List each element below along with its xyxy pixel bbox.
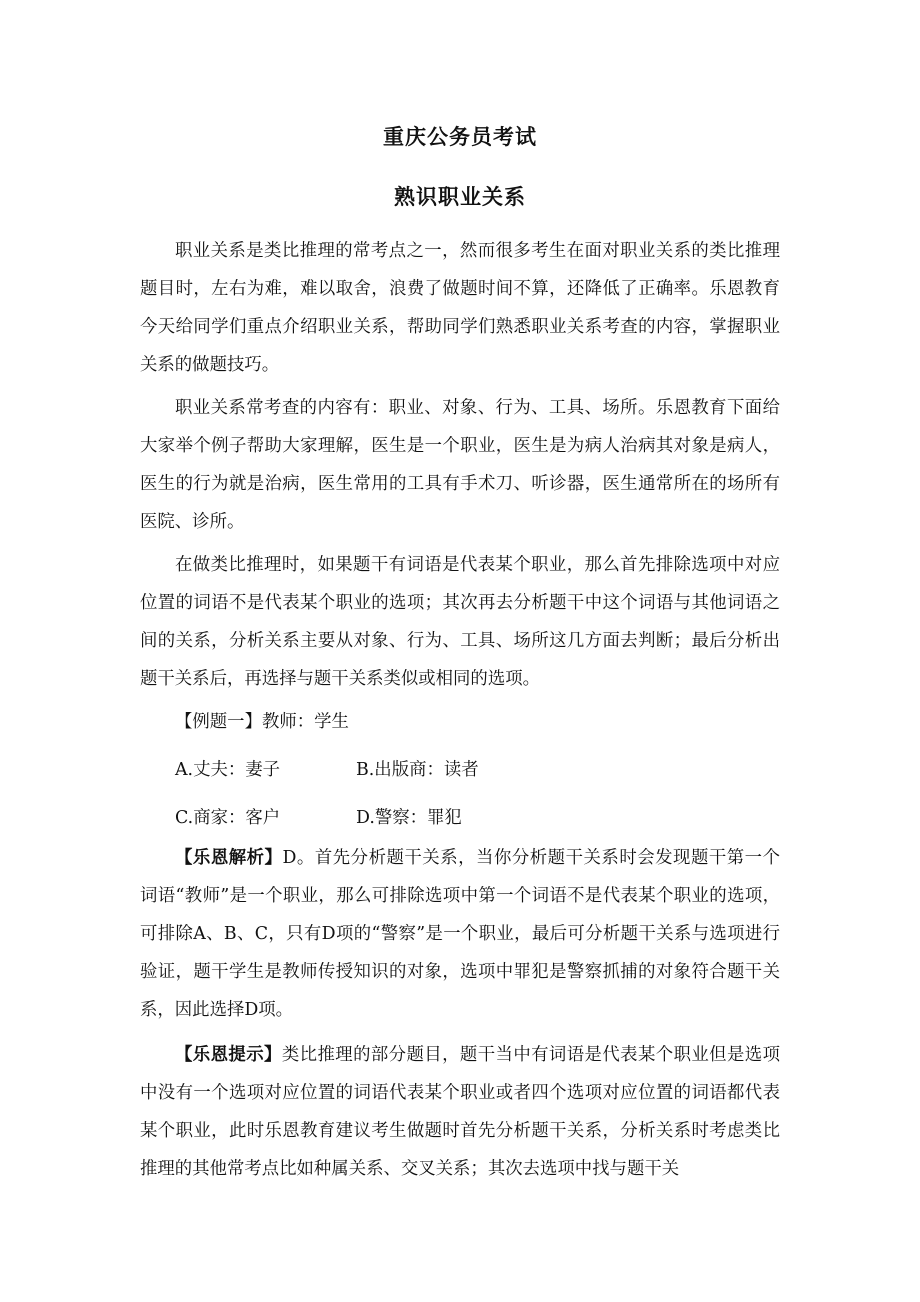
- option-b: B.出版商：读者: [356, 760, 479, 780]
- example-label: 【例题一】: [175, 712, 262, 732]
- paragraph-analysis: [140, 839, 780, 1029]
- paragraph-method: 在做类比推理时，如果题干有词语是代表某个职业，那么首先排除选项中对应位置的词语不是代表某个职业的选项；其次再去分析题干中这个词语与其他词语之间的关系，分析关系主要从对象、行为、工具、场所这几方面去判断；最后分析出题干关系后，再选择与题干关系类似或相同的选项。: [140, 555, 780, 689]
- document-subtitle: 熟识职业关系: [394, 185, 526, 209]
- tip-text: 类比推理的部分题目，题干当中有词语是代表某个职业但是选项中没有一个选项对应位置的词语代表某个职业或者四个选项对应位置的词语都代表某个职业，此时乐恩教育建议考生做题时首先分析题干关系，分析关系时考虑类比推理的其他常考点比如种属关系、交叉关系；其次去选项中找与题干关: [140, 1045, 780, 1179]
- example-question: [175, 703, 349, 741]
- option-a: A.丈夫：妻子: [175, 760, 281, 780]
- option-c: C.商家：客户: [175, 808, 281, 828]
- analysis-label: 【乐恩解析】: [175, 848, 283, 868]
- tip-label: 【乐恩提示】: [175, 1045, 282, 1065]
- paragraph-tip: [140, 1036, 780, 1188]
- paragraph-intro: 职业关系是类比推理的常考点之一，然而很多考生在面对职业关系的类比推理题目时，左右为难，难以取舍，浪费了做题时间不算，还降低了正确率。乐恩教育今天给同学们重点介绍职业关系，帮助同学们熟悉职业关系考查的内容，掌握职业关系的做题技巧。: [140, 241, 780, 375]
- option-d: D.警察：罪犯: [356, 808, 462, 828]
- example-question-text: 教师：学生: [261, 712, 349, 732]
- document-title: 重庆公务员考试: [383, 125, 537, 149]
- paragraph-content: 职业关系常考查的内容有：职业、对象、行为、工具、场所。乐恩教育下面给大家举个例子帮助大家理解，医生是一个职业，医生是为病人治病其对象是病人，医生的行为就是治病，医生常用的工具有手术刀、听诊器，医生通常所在的场所有医院、诊所。: [140, 398, 780, 532]
- analysis-text: D。首先分析题干关系，当你分析题干关系时会发现题干第一个词语“教师”是一个职业，那么可排除选项中第一个词语不是代表某个职业的选项，可排除A、B、C，只有D项的“警察”是一个职业，最后可分析题干关系与选项进行验证，题干学生是教师传授知识的对象，选项中罪犯是警察抓捕的对象符合题干关系，因此选择D项。: [140, 848, 780, 1020]
